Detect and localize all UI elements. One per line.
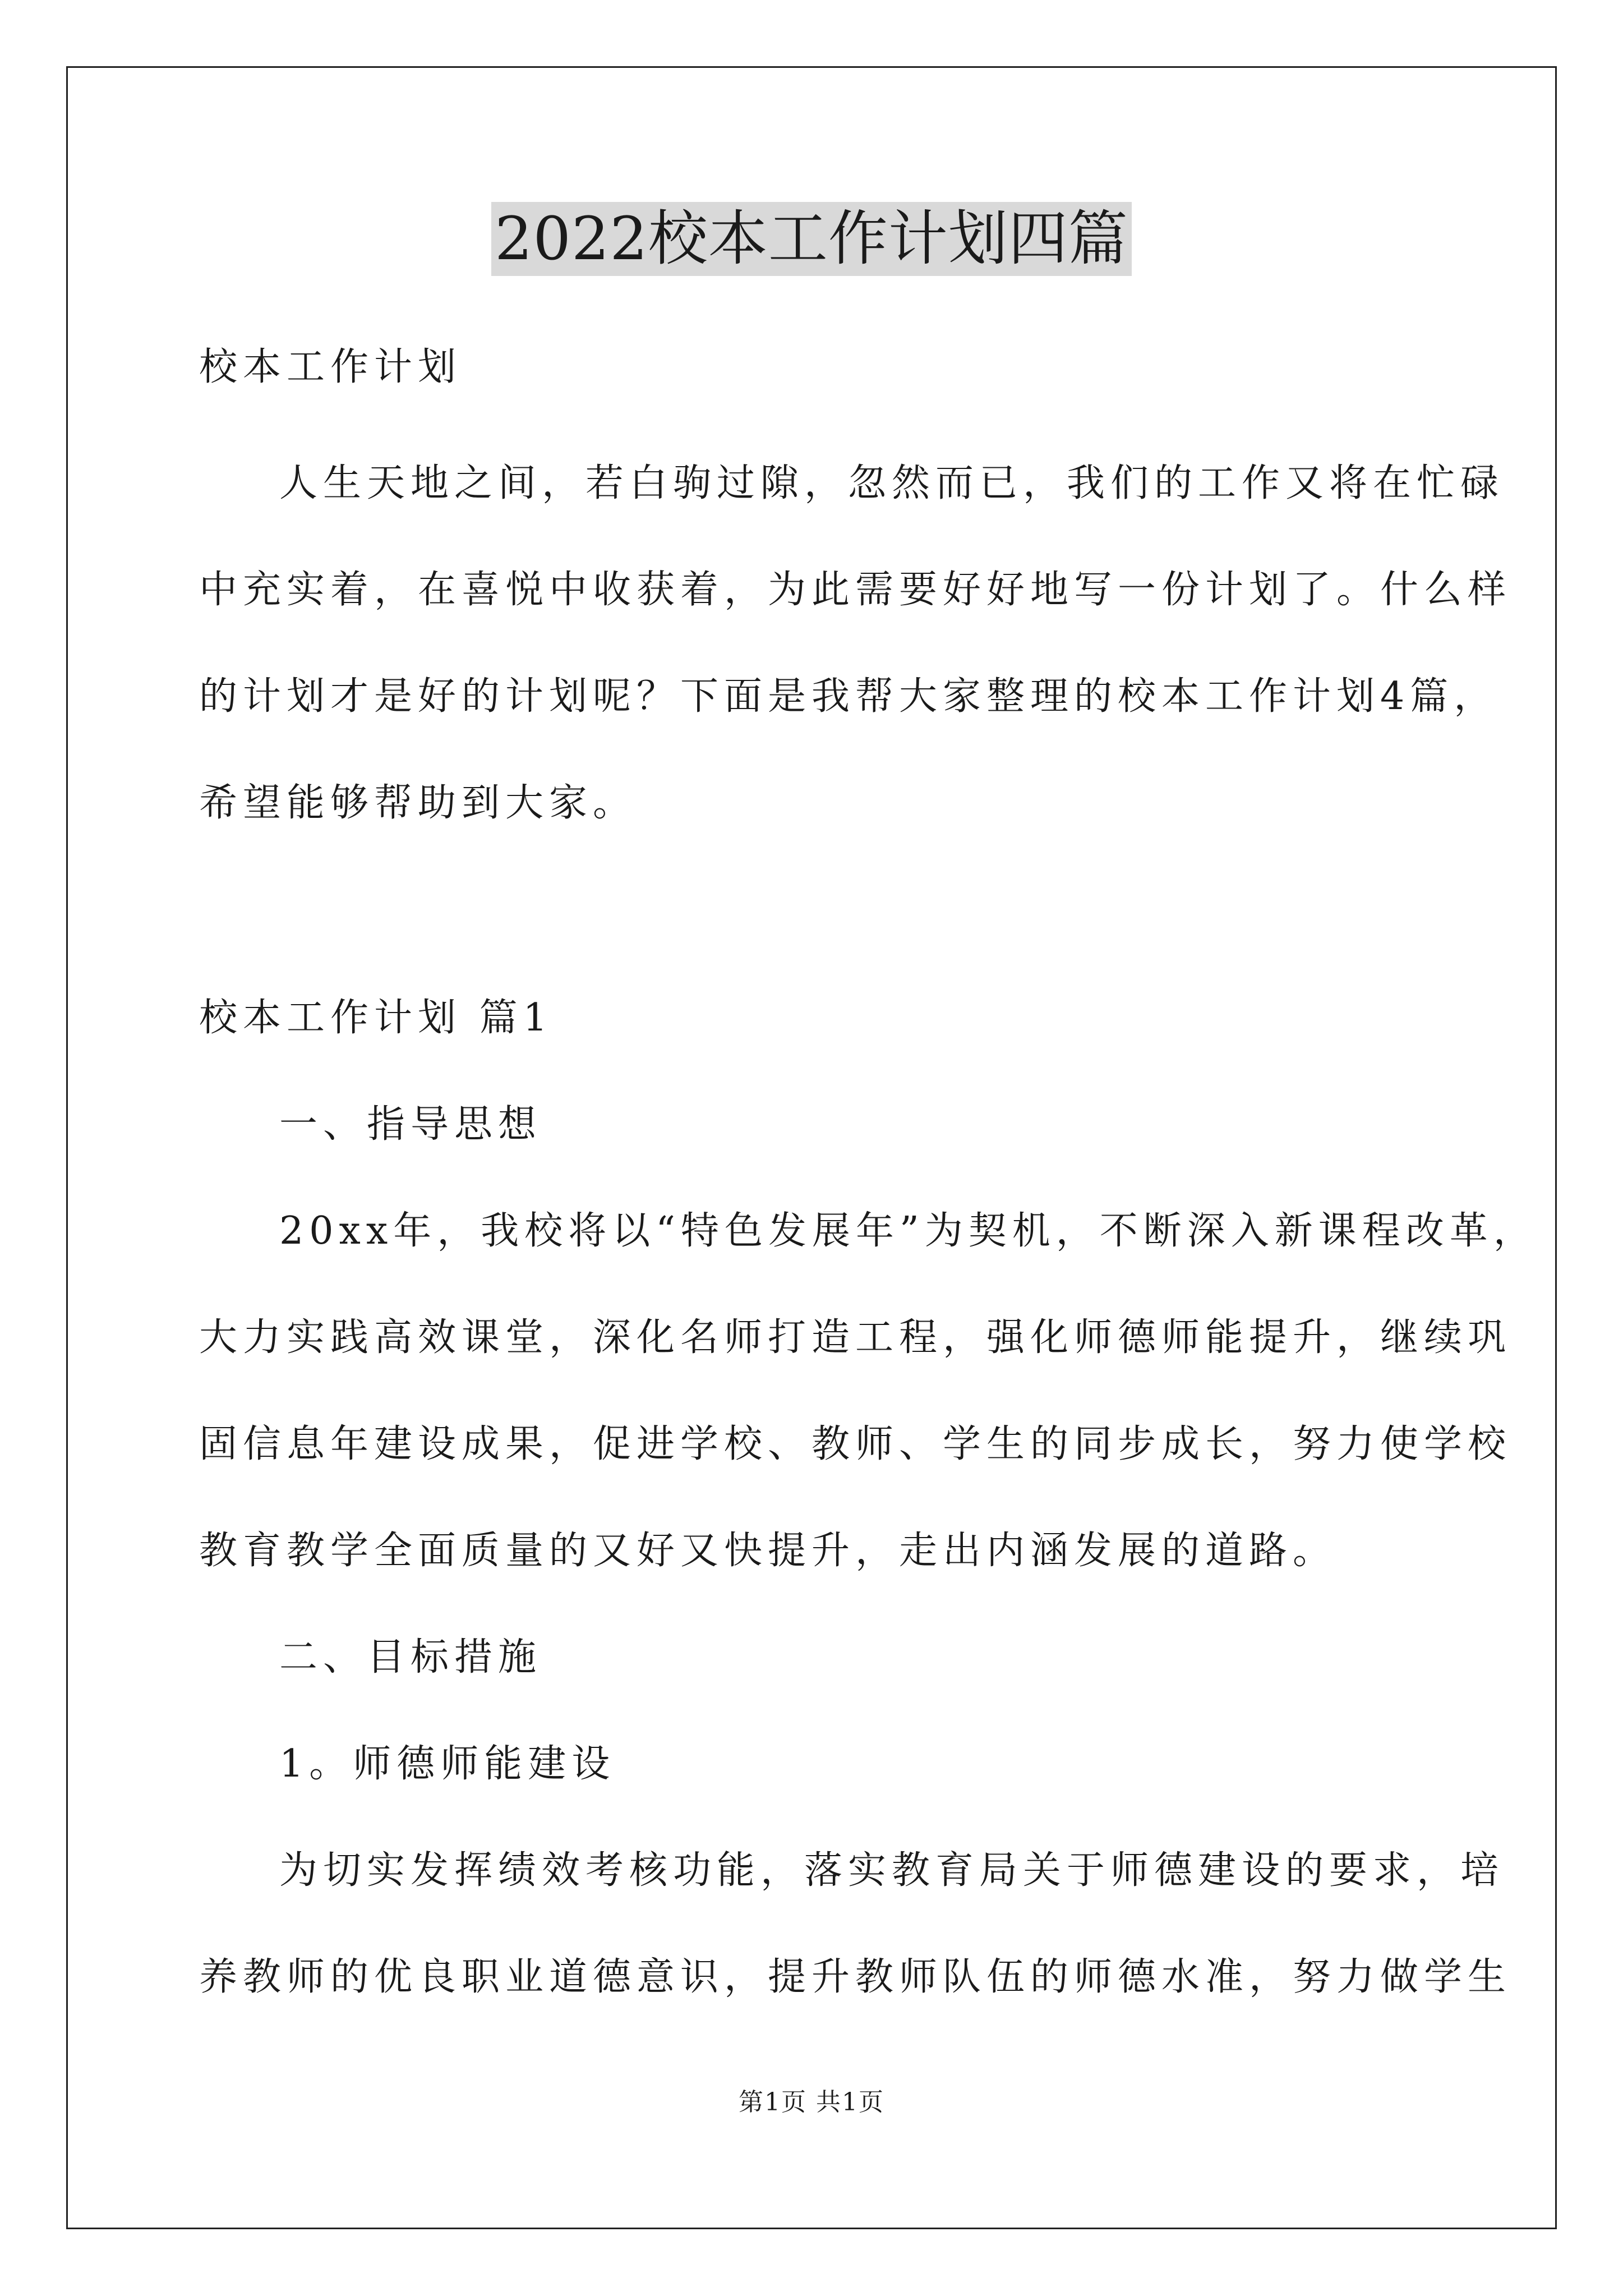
document-title: 2022校本工作计划四篇 [491,202,1132,276]
section-heading: 校本工作计划 [199,345,462,389]
paragraph-line: 为切实发挥绩效考核功能，落实教育局关于师德建设的要求，培 [279,1848,1505,1893]
paragraph-line: 的计划才是好的计划呢？下面是我帮大家整理的校本工作计划4篇， [199,674,1498,719]
paragraph-line: 希望能够帮助到大家。 [199,781,637,825]
section-heading: 校本工作计划 篇1 [199,996,553,1040]
paragraph-line: 人生天地之间，若白驹过隙，忽然而已，我们的工作又将在忙碌 [279,461,1505,505]
paragraph-line: 养教师的优良职业道德意识，提升教师队伍的师德水准，努力做学生 [199,1955,1512,1999]
paragraph-line: 教育教学全面质量的又好又快提升，走出内涵发展的道路。 [199,1529,1337,1573]
paragraph-line: 大力实践高效课堂，深化名师打造工程，强化师德师能提升，继续巩 [199,1315,1512,1360]
subsection-heading: 一、指导思想 [279,1102,542,1147]
paragraph-line: 20xx年，我校将以“特色发展年”为契机，不断深入新课程改革， [279,1209,1537,1253]
title-container [0,202,1623,276]
paragraph-line: 固信息年建设成果，促进学校、教师、学生的同步成长，努力使学校 [199,1422,1512,1466]
paragraph-line: 中充实着，在喜悦中收获着，为此需要好好地写一份计划了。什么样 [199,568,1512,612]
page-footer: 第1页 共1页 [739,2088,884,2116]
page-border [66,66,1557,2229]
subsection-heading: 二、目标措施 [279,1635,542,1680]
subsection-heading: 1。师德师能建设 [279,1742,616,1786]
